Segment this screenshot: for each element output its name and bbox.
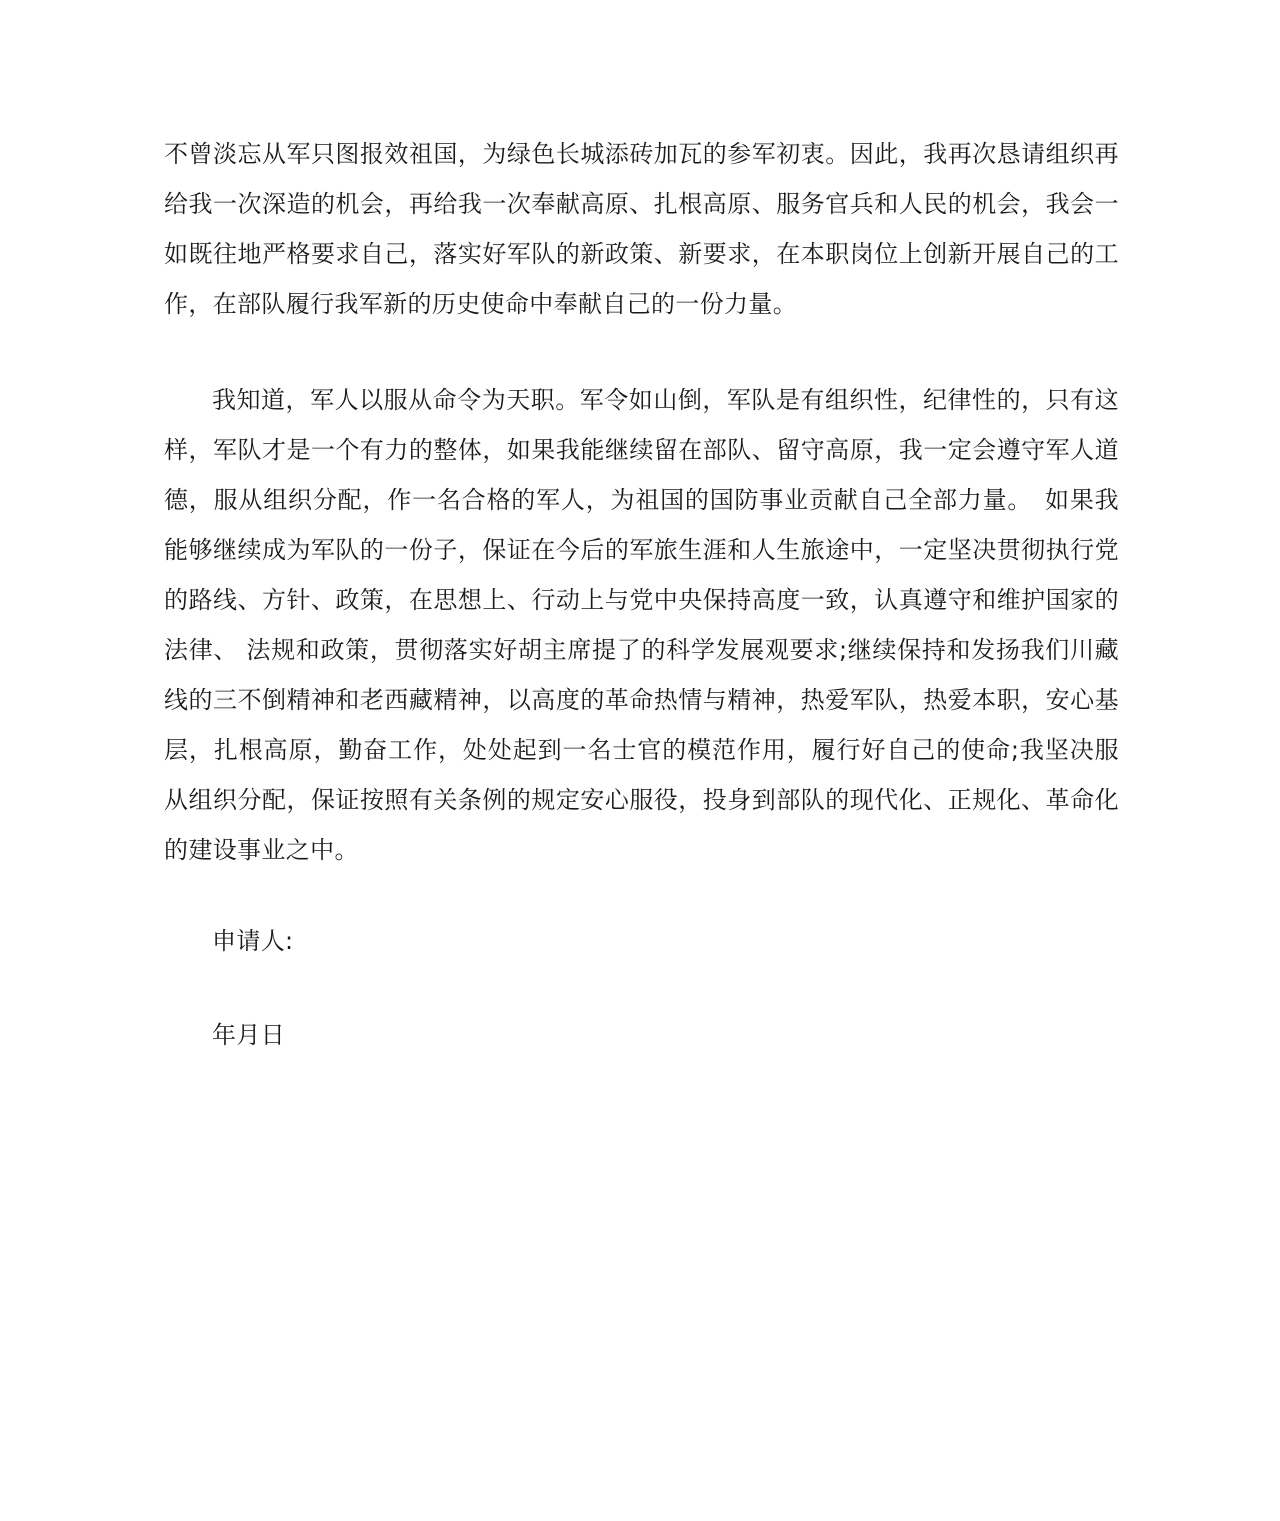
body-paragraph-2: 我知道，军人以服从命令为天职。军令如山倒，军队是有组织性，纪律性的，只有这样，军队才是一个有力的整体，如果我能继续留在部队、留守高原，我一定会遵守军人道德，服从组织分配，作一名合格的军人，为祖国的国防事业贡献自己全部力量。 如果我能够继续成为军队的一份子，保证在今后的军旅生涯和人生旅途中，一定坚决贯彻执行党的路线、方针、政策，在思想上、行动上与党中央保持高度一致，认真遵守和维护国家的法律、 法规和政策，贯彻落实好胡主席提了的科学发展观要求;继续保持和发扬我们川藏线的三不倒精神和老西藏精神，以高度的革命热情与精神，热爱军队，热爱本职，安心基层，扎根高原，勤奋工作，处处起到一名士官的模范作用，履行好自己的使命;我坚决服从组织分配，保证按照有关条例的规定安心服役，投身到部队的现代化、正规化、革命化的建设事业之中。	[164, 386, 1119, 864]
date-label: 年月日	[212, 1021, 286, 1049]
body-paragraph-1: 不曾淡忘从军只图报效祖国，为绿色长城添砖加瓦的参军初衷。因此，我再次恳请组织再给我一次深造的机会，再给我一次奉献高原、扎根高原、服务官兵和人民的机会，我会一如既往地严格要求自己，落实好军队的新政策、新要求，在本职岗位上创新开展自己的工作，在部队履行我军新的历史使命中奉献自己的一份力量。	[164, 140, 1119, 318]
applicant-signature-label: 申请人:	[212, 927, 294, 955]
